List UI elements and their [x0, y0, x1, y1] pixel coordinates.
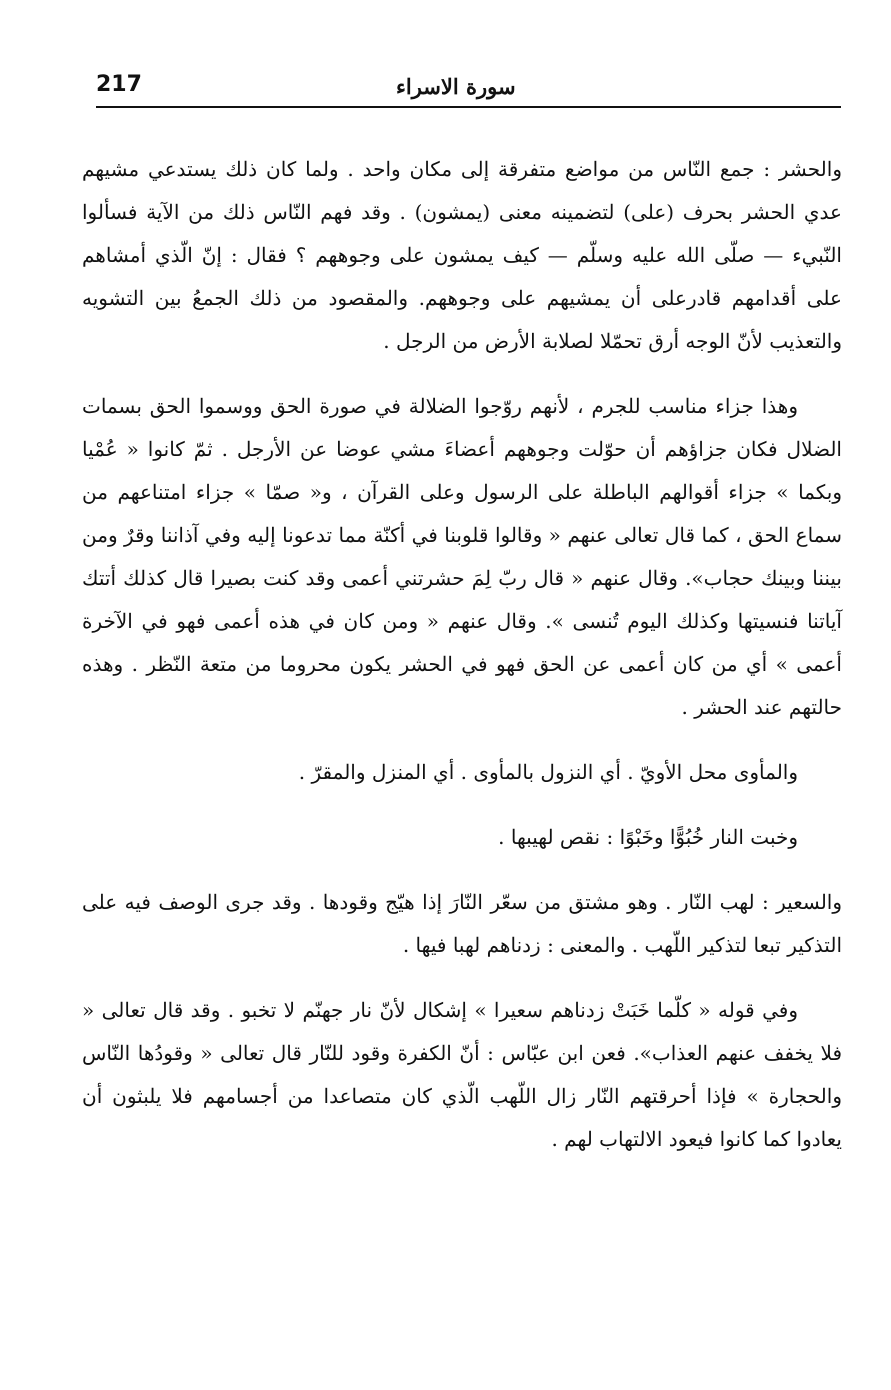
- body-text: [82, 148, 842, 1161]
- paragraph-jazaa: وهذا جزاء مناسب للجرم ، لأنهم روّجوا الضلالة في صورة الحق ووسموا الحق بسمات الضلال فكان جزاؤهم أن حوّلت وجوههم أعضاءَ مشي عوضا عن الأرجل . ثمّ كانوا « عُمْيا وبكما » جزاء أقوالهم الباطلة على الرسول وعلى القرآن ، و« صمّا » جزاء امتناعهم من سماع الحق ، كما قال تعالى عنهم « وقالوا قلوبنا في أكنّة مما تدعونا إليه وفي آذاننا وقرٌ ومن بيننا وبينك حجاب». وقال عنهم « قال ربّ لِمَ حشرتني أعمى وقد كنت بصيرا قال كذلك أتتك آياتنا فنسيتها وكذلك اليوم تُنسى ». وقال عنهم « ومن كان في هذه أعمى فهو في الآخرة أعمى » أي من كان أعمى عن الحق فهو في الحشر يكون محروما من متعة النّظر . وهذه حالتهم عند الحشر .: [82, 394, 842, 719]
- running-title: سورة الاسراء: [396, 74, 516, 99]
- paragraph-hashr: والحشر : جمع النّاس من مواضع متفرقة إلى مكان واحد . ولما كان ذلك يستدعي مشيهم عدي الحشر بحرف (على) لتضمينه معنى (يمشون) . وقد فهم النّاس ذلك من الآية فسألوا النّبيء — صلّى الله عليه وسلّم — كيف يمشون على وجوههم ؟ فقال : إنّ الّذي أمشاهم على أقدامهم قادرعلى أن يمشيهم على وجوههم. والمقصود من ذلك الجمعُ بين التشويه والتعذيب لأنّ الوجه أرق تحمّلا لصلابة الأرض من الرجل .: [82, 157, 842, 353]
- paragraph-ishkal: وفي قوله « كلّما خَبَتْ زدناهم سعيرا » إشكال لأنّ نار جهنّم لا تخبو . وقد قال تعالى « فلا يخفف عنهم العذاب». فعن ابن عبّاس : أنّ الكفرة وقود للنّار قال تعالى « وقودُها النّاس والحجارة » فإذا أحرقتهم النّار زال اللّهب الّذي كان متصاعدا من أجسامهم فلا يلبثون أن يعادوا كما كانوا فيعود الالتهاب لهم .: [82, 998, 842, 1151]
- page-number: 217: [96, 72, 142, 97]
- header-rule: [96, 106, 841, 108]
- paragraph-saeer: والسعير : لهب النّار . وهو مشتق من سعّر النّارَ إذا هيّج وقودها . وقد جرى الوصف فيه على التذكير تبعا لتذكير اللّهب . والمعنى : زدناهم لهبا فيها .: [82, 890, 842, 957]
- paragraph-maawa: والمأوى محل الأويّ . أي النزول بالمأوى . أي المنزل والمقرّ .: [298, 760, 798, 784]
- page-header: [96, 70, 841, 110]
- paragraph-khabat: وخبت النار خُبُوًّا وخَبْوًا : نقص لهيبها .: [498, 825, 798, 849]
